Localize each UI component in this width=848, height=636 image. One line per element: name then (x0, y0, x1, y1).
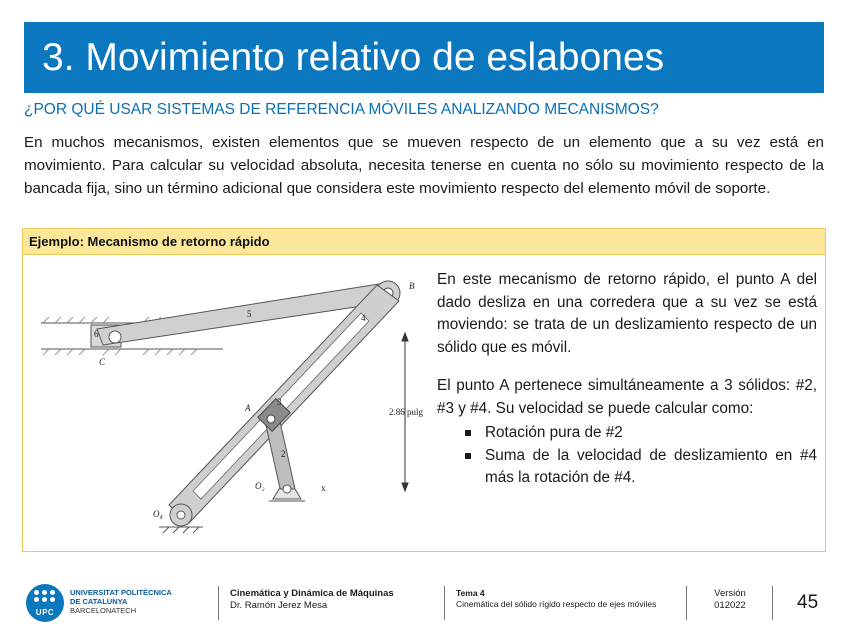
upc-logo-icon: UPC (26, 584, 64, 622)
example-box (22, 228, 826, 552)
bullet-item: Suma de la velocidad de deslizamiento en #4 más la rotación de #4. (437, 445, 817, 490)
university-name: UNIVERSITAT POLITÈCNICA DE CATALUNYA BARCELONATECH (70, 588, 172, 615)
svg-text:2: 2 (281, 449, 286, 459)
course-info: Cinemática y Dinámica de Máquinas Dr. Ramón Jerez Mesa (230, 588, 394, 611)
page-number: 45 (797, 592, 819, 613)
svg-text:4: 4 (361, 313, 366, 323)
svg-text:C: C (99, 357, 106, 367)
bullet-item: Rotación pura de #2 (437, 422, 817, 445)
footer-divider (444, 586, 445, 620)
svg-text:3: 3 (277, 397, 282, 407)
slide-subtitle: ¿POR QUÉ USAR SISTEMAS DE REFERENCIA MÓVILES ANALIZANDO MECANISMOS? (24, 101, 659, 118)
mechanism-figure (33, 277, 433, 547)
svg-text:A: A (245, 403, 251, 413)
svg-text:x: x (321, 483, 326, 493)
intro-paragraph: En muchos mecanismos, existen elementos que se mueven respecto de un elemento que a su vez está en movimiento. Para calcular su velocidad absoluta, necesita tenerse en cuenta no sólo su movimiento respecto de la bancada fija, sino un término adicional que considera este movimiento respecto del elemento móvil de soporte. (24, 134, 824, 197)
svg-text:B: B (409, 281, 415, 291)
ground-support-o4 (159, 527, 203, 533)
example-header: Ejemplo: Mecanismo de retorno rápido (23, 229, 825, 255)
footer (0, 576, 848, 636)
svg-text:6: 6 (94, 329, 99, 339)
bullet-list (437, 422, 817, 490)
version-info: Versión 012022 (714, 588, 746, 611)
dimension-label: 2.86 pulg (389, 407, 424, 417)
footer-divider (218, 586, 219, 620)
svg-text:5: 5 (247, 309, 252, 319)
svg-text:O₄: O₄ (153, 509, 163, 519)
example-text (437, 269, 817, 490)
svg-text:O₂: O₂ (255, 481, 265, 491)
slide-title: 3. Movimiento relativo de eslabones (24, 22, 824, 93)
example-paragraph-2: El punto A pertenece simultáneamente a 3 sólidos: #2, #3 y #4. Su velocidad se puede calcular como: (437, 377, 817, 417)
topic-info: Tema 4 Cinemática del sólido rígido respecto de ejes móviles (456, 588, 657, 609)
footer-divider (772, 586, 773, 620)
example-paragraph-1: En este mecanismo de retorno rápido, el punto A del dado desliza en una corredera que a su vez se está moviendo: se trata de un deslizamiento respecto de un sólido que es móvil. (437, 271, 817, 356)
footer-divider (686, 586, 687, 620)
